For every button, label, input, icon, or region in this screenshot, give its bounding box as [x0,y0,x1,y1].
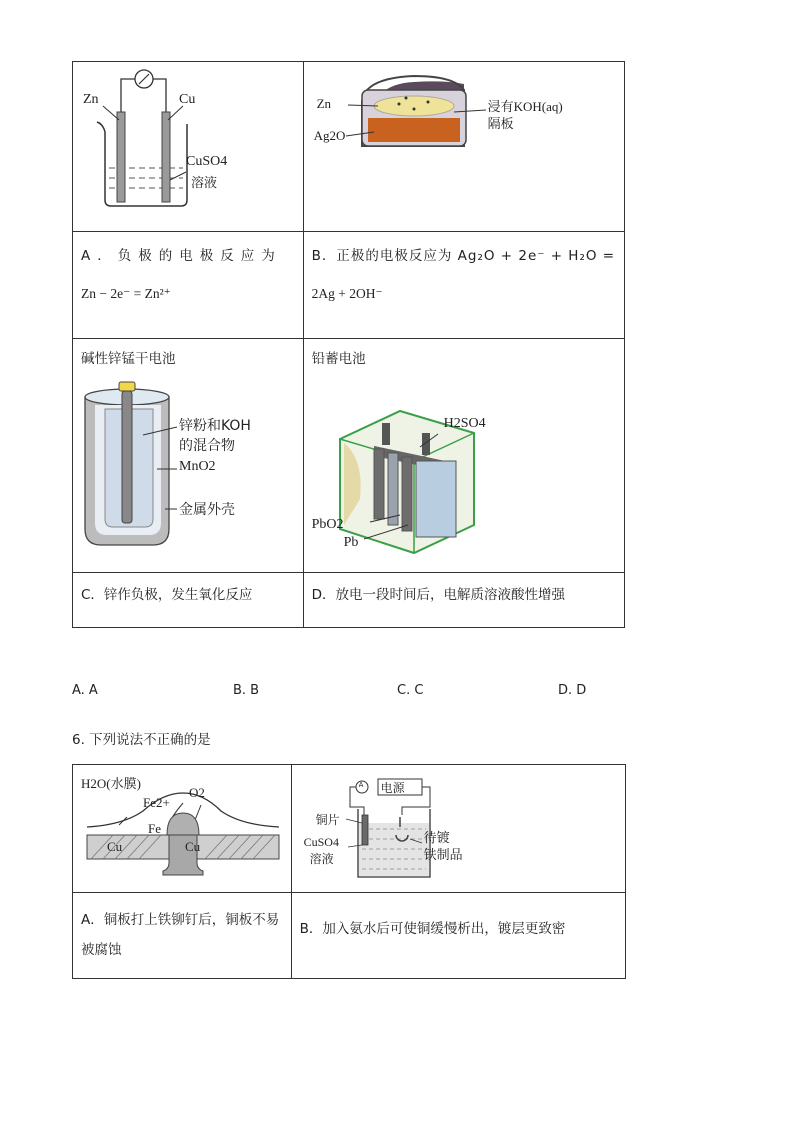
figure-cell-6a [73,765,292,893]
fe-label: Fe [148,821,161,836]
figure-cell-c [73,339,304,573]
lead-acid-battery-title: 铅蓄电池 [311,351,366,367]
cu-electrode [162,112,170,202]
option-c-cell [73,573,304,628]
option-a-cell [73,232,304,339]
separator-label: 隔板 [487,116,514,131]
cuso4-label-6: CuSO4 [303,835,339,849]
copper-electroplating-diagram [292,765,626,893]
option-b-equation: 2Ag + 2OH⁻ [311,286,383,301]
o2-label: O2 [189,785,205,800]
mno2-label: MnO2 [179,459,216,474]
figure-cell-6b [291,765,625,893]
water-film-label: H2O(水膜) [81,776,141,791]
plated-item-label-2: 铁制品 [423,848,463,863]
ag2o-layer [368,118,460,142]
cuso4-label: CuSO4 [186,154,228,169]
cu-left-label: Cu [107,839,123,854]
pbo2-label: PbO2 [311,517,344,532]
plated-item-label-1: 待镀 [423,831,450,846]
alkaline-battery-title: 碱性锌锰干电池 [81,351,176,367]
option-d-cell [303,573,624,628]
h2so4-label: H2SO4 [443,416,486,431]
option-c-text: C．锌作负极，发生氧化反应 [81,587,253,603]
alkaline-zinc-manganese-battery-diagram [73,339,303,573]
zinc-koh-mixture-label-1: 锌粉和KOH [179,418,251,434]
figure-cell-a [73,62,304,232]
ammeter-label: A [358,781,364,789]
solution-label-6: 溶液 [309,852,334,866]
zinc-rod [122,391,132,523]
options-table-5 [72,61,625,628]
zn-cu-galvanic-cell-diagram [73,62,303,232]
question-6-stem: 6. 下列说法不正确的是 [72,732,211,748]
zn-label: Zn [83,92,99,107]
option-6a-cell [73,893,292,979]
option-a-text: A．负极的电极反应为 [81,248,282,264]
choice-b[interactable]: B. B [233,683,260,698]
option-6b-text: B．加入氨水后可使铜缓慢析出，镀层更致密 [299,921,566,937]
pb-label: Pb [343,535,359,550]
fe-ion-label: Fe2+ [143,795,170,810]
option-6b-cell [291,893,625,979]
choice-d[interactable]: D. D [558,683,587,698]
option-b-text: B．正极的电极反应为 Ag₂O + 2e⁻ + H₂O = [311,248,616,264]
zn-electrode [117,112,125,202]
zinc-koh-mixture-label-2: 的混合物 [179,438,235,454]
figure-cell-b [303,62,624,232]
power-source-label: 电源 [380,781,405,795]
option-6a-text: A．铜板打上铁铆钉后，铜板不易被腐蚀 [81,912,280,958]
silver-oxide-button-cell-diagram [304,62,625,232]
option-b-cell [303,232,624,339]
choice-a[interactable]: A. A [72,683,98,698]
copper-sheet [362,815,368,845]
cu-plate-left [87,835,171,859]
metal-shell-label: 金属外壳 [179,502,235,518]
option-d-text: D．放电一段时间后，电解质溶液酸性增强 [311,587,565,603]
option-a-equation: Zn − 2e⁻ = Zn²⁺ [81,286,171,301]
battery-cap [119,382,135,391]
choice-c[interactable]: C. C [397,683,424,698]
cu-plate-right [195,835,279,859]
solution-label: 溶液 [191,176,218,191]
copper-sheet-label: 铜片 [315,813,340,827]
koh-separator-label: 浸有KOH(aq) [487,99,563,114]
cu-right-label: Cu [185,839,201,854]
zn-powder-layer [374,96,454,116]
ag2o-label: Ag2O [313,128,346,143]
figure-cell-d [303,339,624,573]
zn-label-b: Zn [316,96,332,111]
options-table-6 [72,764,626,979]
cu-label: Cu [179,92,196,107]
